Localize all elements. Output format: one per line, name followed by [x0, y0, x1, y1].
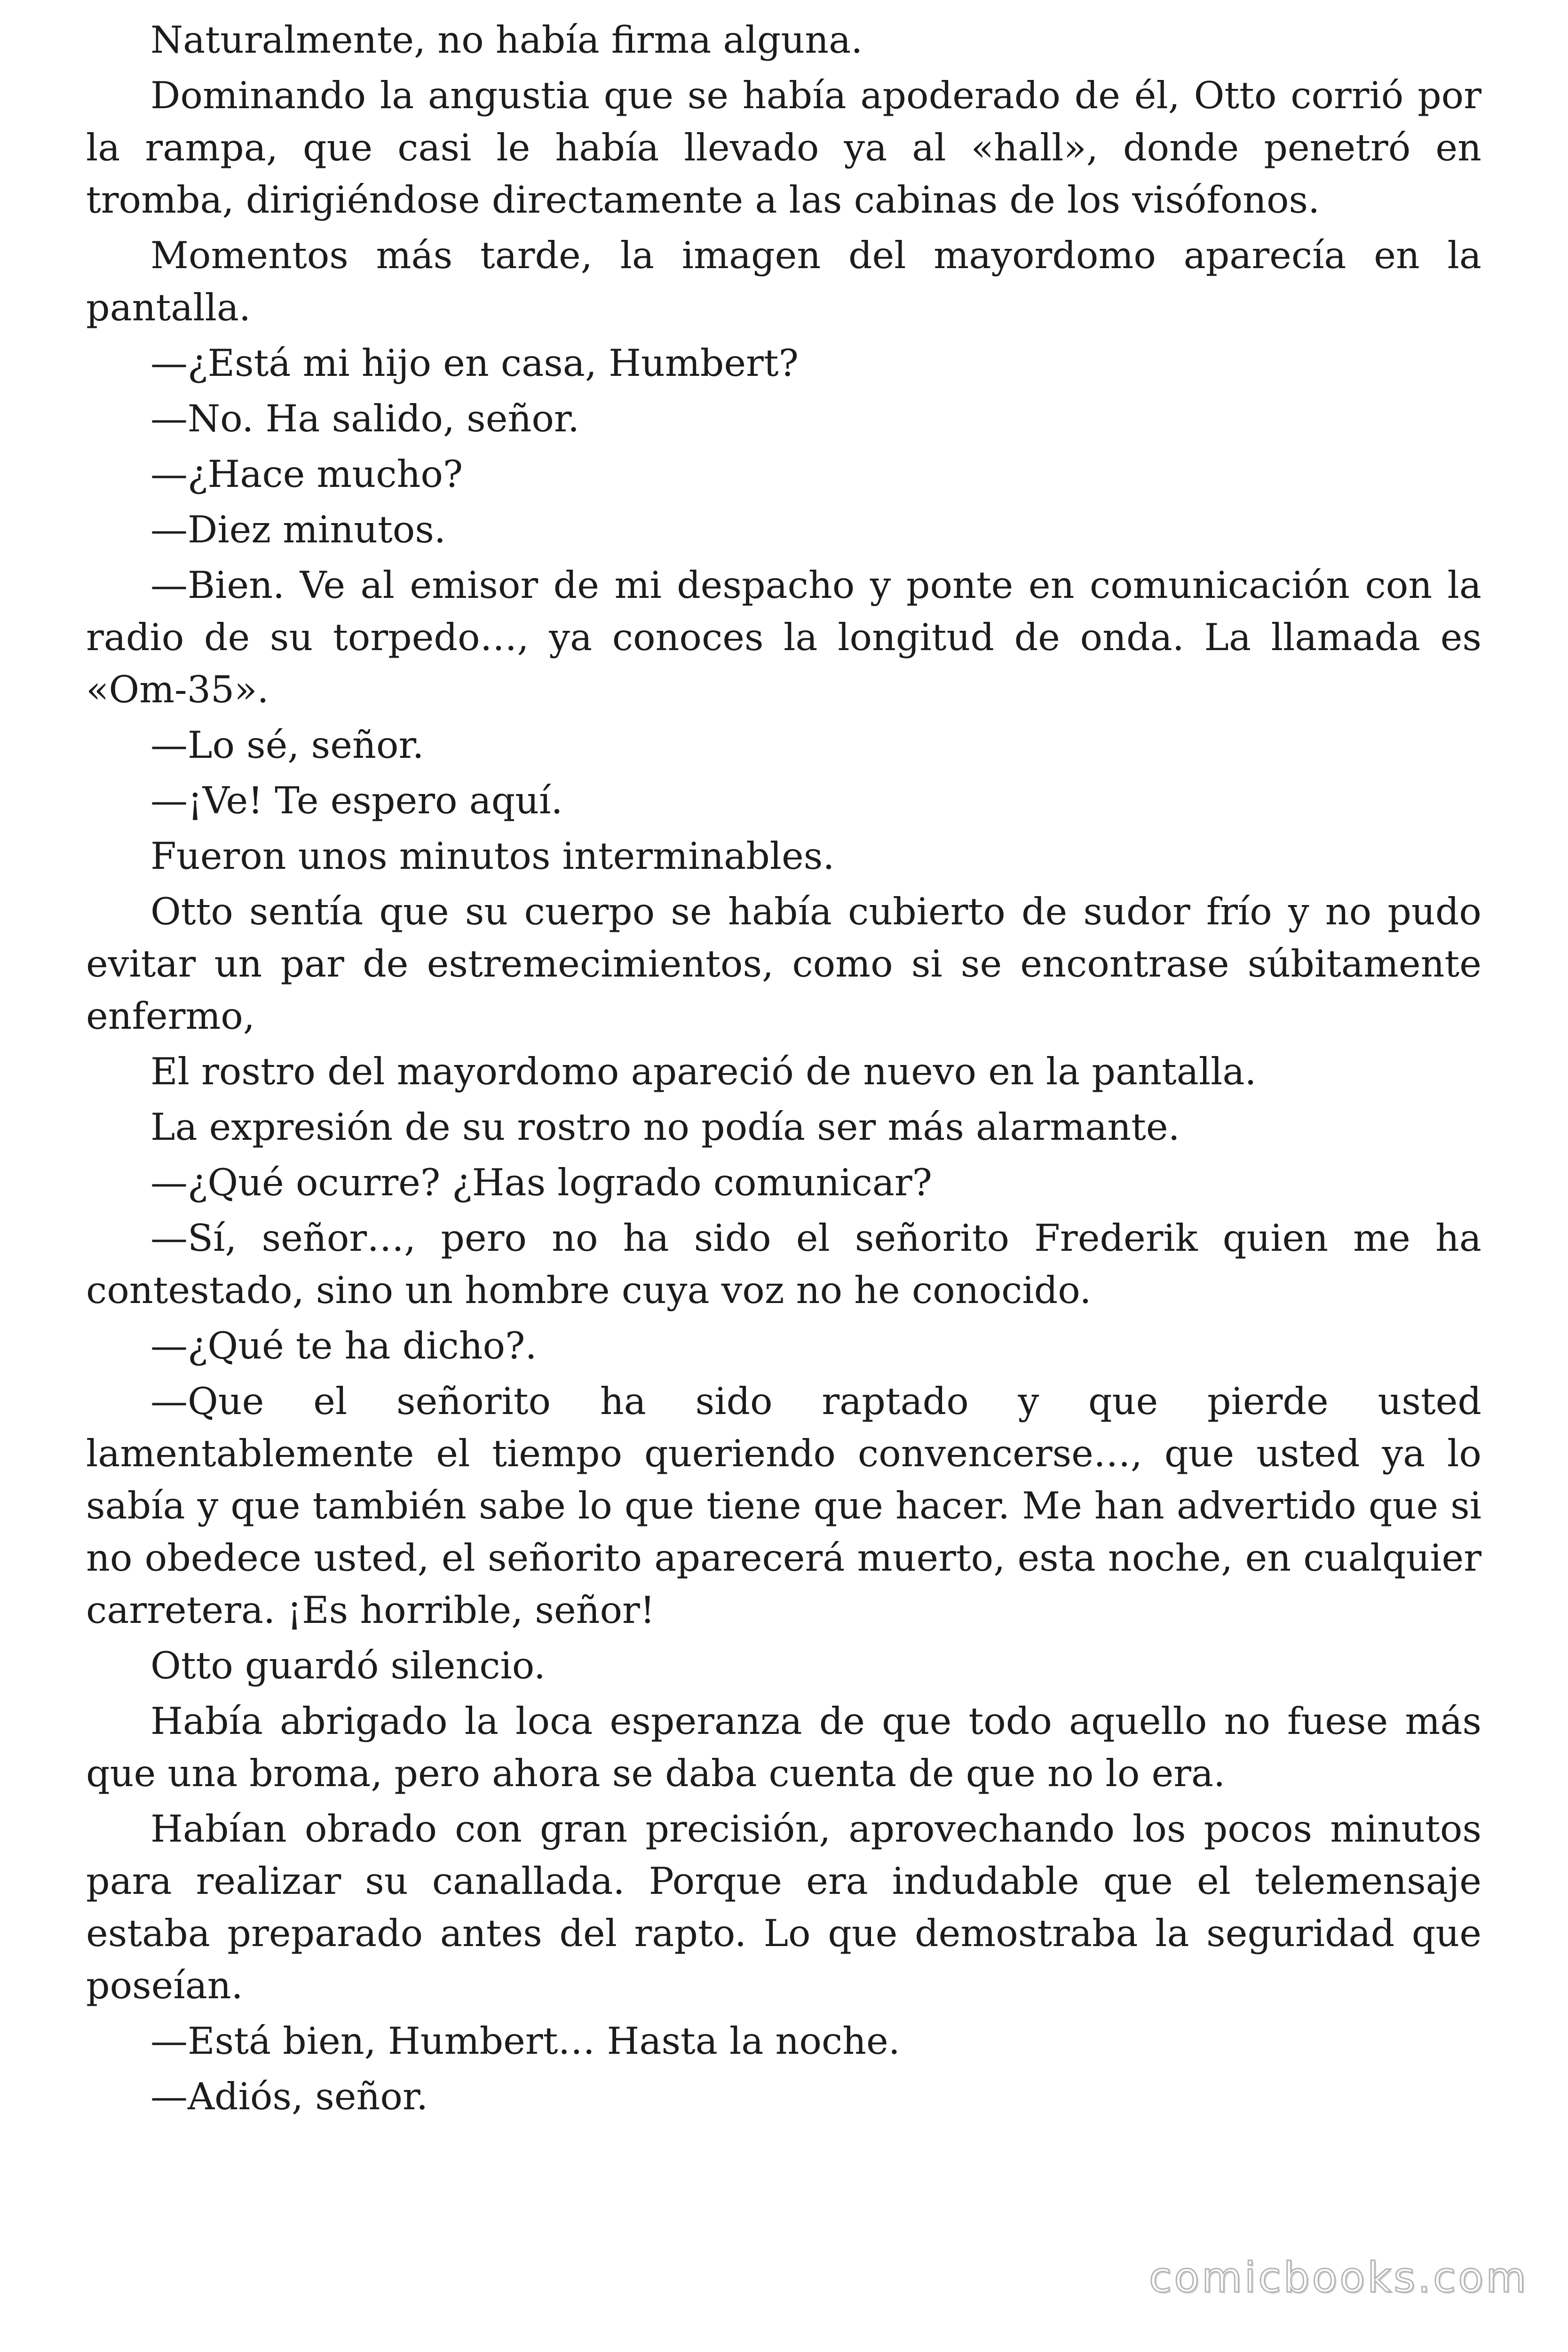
paragraph: Había abrigado la loca esperanza de que todo aquello no fuese más que una broma, pero ahora se daba cuenta de que no lo era. — [86, 1700, 1481, 1795]
paragraph: El rostro del mayordomo apareció de nuevo en la pantalla. — [150, 1050, 1257, 1093]
dialogue-line: —Adiós, señor. — [150, 2075, 428, 2118]
dialogue-line: —¿Hace mucho? — [150, 453, 463, 496]
dialogue-line: —¿Está mi hijo en casa, Humbert? — [150, 342, 799, 385]
paragraph: La expresión de su rostro no podía ser más alarmante. — [150, 1105, 1180, 1149]
paragraph: Fueron unos minutos interminables. — [150, 834, 835, 878]
dialogue-line: —Diez minutos. — [150, 508, 446, 551]
paragraph: Otto guardó silencio. — [150, 1644, 546, 1687]
paragraph: Naturalmente, no había firma alguna. — [150, 18, 863, 62]
dialogue-line: —Lo sé, señor. — [150, 723, 424, 767]
watermark: comicbooks.com — [1148, 2253, 1528, 2302]
dialogue-line: —Bien. Ve al emisor de mi despacho y ponte en comunicación con la radio de su torpedo…, ya conoces la longitud de onda. La llamada es «Om-35». — [86, 564, 1481, 711]
dialogue-line: —¡Ve! Te espero aquí. — [150, 779, 563, 822]
paragraph: Habían obrado con gran precisión, aprovechando los pocos minutos para realizar su canallada. Porque era indudable que el telemensaje estaba preparado antes del rapto. Lo que demostraba la seguridad que poseían. — [86, 1807, 1481, 2007]
dialogue-line: —¿Qué ocurre? ¿Has logrado comunicar? — [150, 1161, 933, 1204]
dialogue-line: —¿Qué te ha dicho?. — [150, 1324, 537, 1367]
paragraph: Momentos más tarde, la imagen del mayordomo aparecía en la pantalla. — [86, 234, 1481, 329]
paragraph: Otto sentía que su cuerpo se había cubierto de sudor frío y no pudo evitar un par de estremecimientos, como si se encontrase súbitamente enfermo, — [86, 890, 1481, 1038]
dialogue-line: —Sí, señor…, pero no ha sido el señorito Frederik quien me ha contestado, sino un hombre cuya voz no he conocido. — [86, 1216, 1481, 1312]
dialogue-line: —Está bien, Humbert… Hasta la noche. — [150, 2019, 900, 2063]
paragraph: Dominando la angustia que se había apoderado de él, Otto corrió por la rampa, que casi le había llevado ya al «hall», donde penetró en tromba, dirigiéndose directamente a las cabinas de los visófonos. — [86, 74, 1481, 222]
dialogue-line: —No. Ha salido, señor. — [150, 397, 580, 440]
dialogue-line: —Que el señorito ha sido raptado y que pierde usted lamentablemente el tiempo queriendo convencerse…, que usted ya lo sabía y que también sabe lo que tiene que hacer. Me han advertido que si no obedece usted, el señorito aparecerá muerto, esta noche, en cualquier carretera. ¡Es horrible, señor! — [86, 1380, 1481, 1632]
page-text — [86, 14, 1481, 2126]
